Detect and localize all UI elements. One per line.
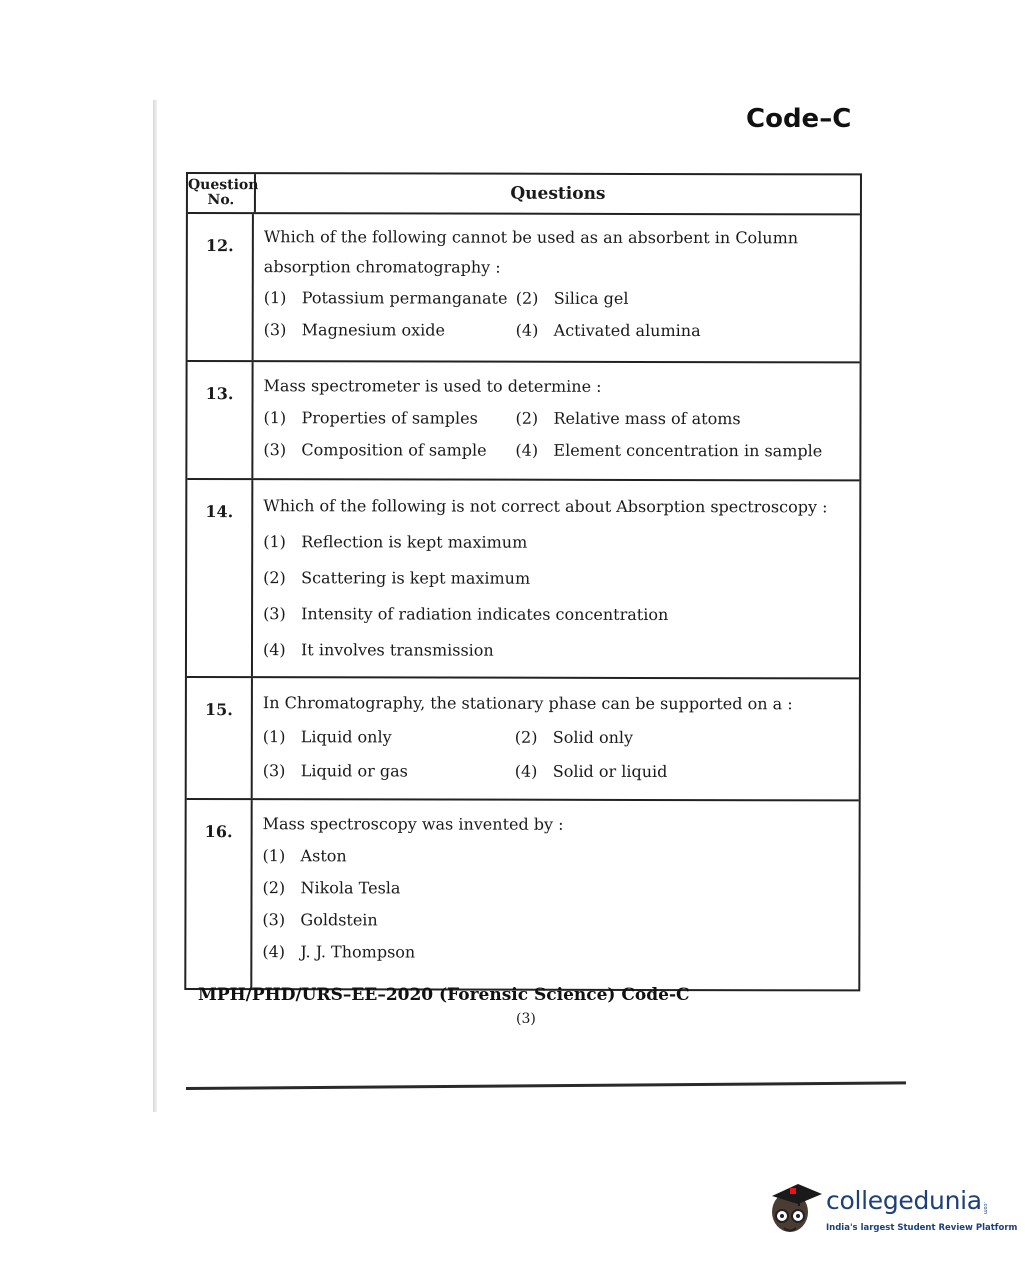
option <box>515 755 849 790</box>
question-row <box>187 676 859 799</box>
option-number: (1) <box>263 408 287 428</box>
option <box>263 434 515 467</box>
page-number: (3) <box>516 1011 536 1027</box>
option-number: (4) <box>515 440 539 460</box>
option-text: J. J. Thompson <box>300 942 416 962</box>
option-text: Potassium permanganate <box>301 288 508 308</box>
question-row <box>186 798 858 989</box>
option-text: Reflection is kept maximum <box>301 532 528 552</box>
column-header-question-no: Question No. <box>188 174 256 212</box>
option-text: Scattering is kept maximum <box>301 568 531 588</box>
option <box>516 283 850 316</box>
option-text: Activated alumina <box>553 320 701 341</box>
option-number: (3) <box>263 440 287 460</box>
question-text: Mass spectroscopy was invented by : <box>262 814 564 834</box>
option <box>262 872 848 905</box>
option <box>264 314 516 347</box>
paper-code-header: Code–C <box>746 104 852 134</box>
column-header-questions: Questions <box>510 183 606 204</box>
option <box>263 524 849 561</box>
option-text: Composition of sample <box>301 440 487 460</box>
scan-page-edge <box>153 100 157 1112</box>
option-number: (1) <box>262 846 286 866</box>
question-text: Which of the following cannot be used as an absorbent in Column absorption chromatography : <box>263 227 799 277</box>
option-number: (2) <box>514 727 538 747</box>
option <box>263 596 849 633</box>
option-text: Aston <box>300 846 347 866</box>
option-text: Goldstein <box>300 910 378 930</box>
option-number: (3) <box>263 604 286 624</box>
option-text: Silica gel <box>553 288 629 308</box>
collegedunia-logo <box>768 1178 1018 1240</box>
option-number: (3) <box>262 910 286 930</box>
question-body <box>254 214 860 361</box>
option <box>264 282 516 315</box>
question-row <box>187 478 859 677</box>
question-body <box>253 480 859 677</box>
question-text: Which of the following is not correct about Absorption spectroscopy : <box>263 496 828 517</box>
question-body <box>252 800 858 989</box>
option-text: Liquid only <box>300 727 392 747</box>
option-number: (4) <box>262 640 286 660</box>
question-body <box>253 678 859 799</box>
option-text: Properties of samples <box>301 408 478 428</box>
option-number: (4) <box>515 320 539 340</box>
option-number: (1) <box>263 288 287 308</box>
question-number: 16. <box>186 800 252 988</box>
option <box>515 403 849 436</box>
question-number: 15. <box>187 678 253 798</box>
option-number: (2) <box>515 408 539 428</box>
option-text: Nikola Tesla <box>300 878 401 898</box>
option-text: Liquid or gas <box>300 761 408 781</box>
question-text: Mass spectrometer is used to determine : <box>263 376 602 396</box>
question-table <box>184 172 862 991</box>
options-grid <box>264 282 850 347</box>
question-body <box>253 362 859 479</box>
logo-domain-suffix: .com <box>982 1202 988 1215</box>
option <box>263 402 515 435</box>
option <box>262 904 848 937</box>
question-number: 12. <box>188 214 254 360</box>
option <box>263 560 849 597</box>
option-number: (1) <box>263 532 286 552</box>
option-number: (4) <box>262 942 286 962</box>
options-grid <box>263 402 849 467</box>
option-number: (2) <box>263 568 286 588</box>
option-number: (3) <box>262 761 286 781</box>
option-number: (4) <box>514 761 538 781</box>
option <box>515 721 849 756</box>
option <box>263 840 849 873</box>
option-text: Solid only <box>552 727 634 747</box>
option <box>263 754 515 789</box>
option-number: (2) <box>262 878 286 898</box>
option-text: Relative mass of atoms <box>553 408 741 429</box>
scan-page-bottom-edge <box>186 1081 906 1090</box>
question-row <box>187 360 859 479</box>
option-number: (3) <box>263 320 287 340</box>
option <box>263 720 515 755</box>
option <box>262 936 848 969</box>
option-text: Intensity of radiation indicates concentration <box>301 604 669 625</box>
question-text: In Chromatography, the stationary phase can be supported on a : <box>262 693 793 714</box>
option-number: (1) <box>262 727 286 747</box>
question-number: 13. <box>187 362 253 478</box>
mascot-icon <box>768 1178 826 1240</box>
logo-wordmark: collegedunia <box>826 1186 982 1215</box>
option-text: Magnesium oxide <box>301 320 446 340</box>
option <box>516 315 850 348</box>
option <box>263 632 849 669</box>
question-number: 14. <box>187 480 253 676</box>
exam-footer: MPH/PHD/URS–EE–2020 (Forensic Science) Code-C <box>198 985 690 1005</box>
option-number: (2) <box>515 288 539 308</box>
option-text: It involves transmission <box>300 640 494 660</box>
option-text: Element concentration in sample <box>553 440 823 461</box>
option-text: Solid or liquid <box>552 761 668 782</box>
table-header-row <box>188 174 860 213</box>
logo-tagline: India's largest Student Review Platform <box>826 1223 1018 1233</box>
option <box>515 435 849 468</box>
question-row <box>188 212 860 361</box>
options-grid <box>263 720 849 789</box>
